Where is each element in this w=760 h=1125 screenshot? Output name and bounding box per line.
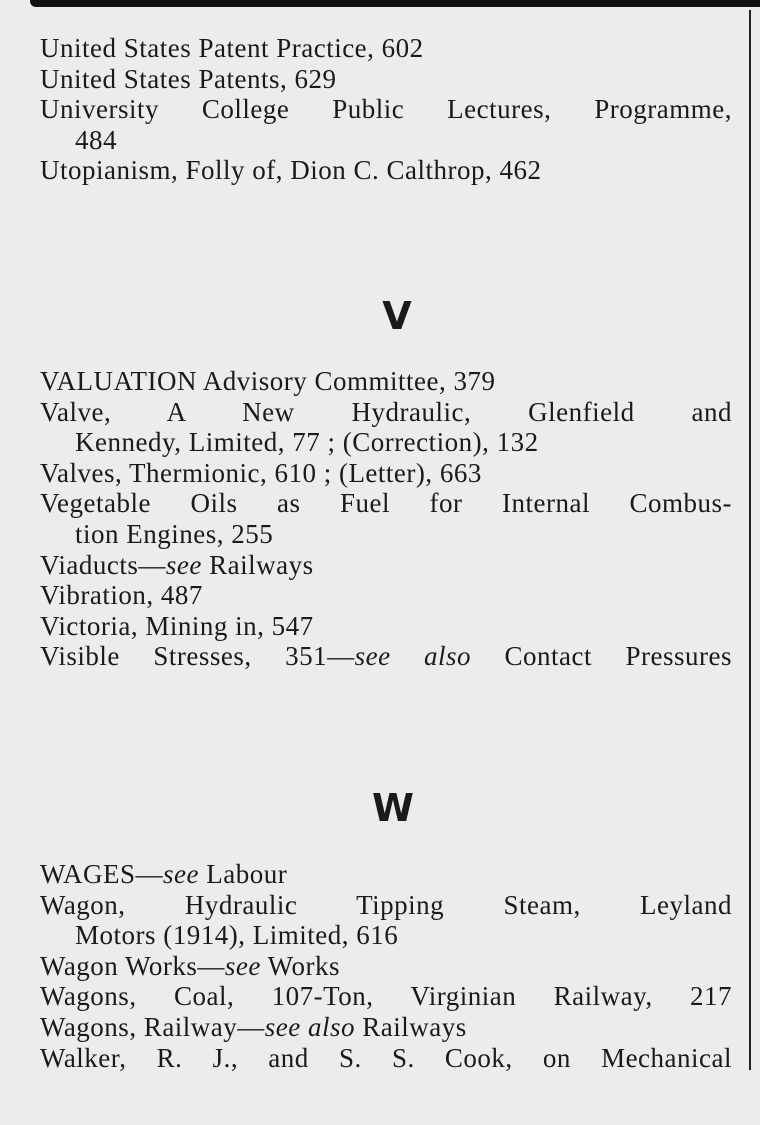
cross-reference-label: see	[163, 859, 199, 889]
cross-reference-label: see	[224, 950, 261, 981]
entry-text: Valves, Thermionic, 610 ; (Letter), 663	[40, 457, 482, 488]
index-entry	[40, 550, 732, 581]
entry-text: Vibration, 487	[40, 580, 203, 611]
entry-text: WAGES—	[40, 859, 163, 889]
entry-line	[40, 859, 732, 890]
cross-reference-label: see	[165, 549, 202, 580]
entry-text: Contact Pressures	[471, 641, 732, 672]
entry-text: Utopianism, Folly of, Dion C. Calthrop, 462	[40, 155, 542, 186]
entry-text: Visible Stresses, 351—	[40, 641, 355, 672]
entry-text: Kennedy, Limited, 77 ; (Correction), 132	[75, 427, 539, 458]
entry-text: Valve, A New Hydraulic, Glenfield and	[40, 396, 732, 427]
entry-line	[40, 611, 732, 642]
entry-text: Victoria, Mining in, 547	[40, 610, 314, 641]
index-entry	[40, 951, 732, 982]
entry-line	[40, 951, 732, 982]
entry-text: Labour	[198, 859, 288, 889]
section-heading-v: V	[382, 294, 412, 338]
index-entry	[40, 580, 732, 611]
index-entry	[40, 859, 732, 890]
entry-line	[40, 641, 732, 672]
entry-line	[40, 580, 732, 611]
entry-continuation-line	[40, 920, 732, 951]
entry-text: Railways	[201, 549, 314, 580]
top-rule	[30, 0, 760, 7]
index-section-w	[40, 859, 732, 1073]
index-entry	[40, 641, 732, 672]
index-section-u	[40, 33, 732, 186]
index-entry	[40, 890, 732, 951]
entry-text: Wagon Works—	[40, 950, 225, 981]
entry-text: Walker, R. J., and S. S. Cook, on Mechanical	[40, 1042, 732, 1073]
entry-line	[40, 397, 732, 428]
entry-line	[40, 64, 732, 95]
entry-text: University College Public Lectures, Programme,	[40, 94, 732, 125]
entry-text: United States Patents, 629	[40, 63, 337, 94]
entry-text: Wagons, Railway—	[40, 1011, 265, 1042]
index-section-v	[40, 366, 732, 672]
entry-text: Viaducts—	[40, 549, 166, 580]
section-heading-w: W	[372, 786, 414, 830]
index-entry	[40, 458, 732, 489]
entry-line	[40, 1043, 732, 1074]
entry-text: 484	[75, 124, 117, 155]
entry-line	[40, 1012, 732, 1043]
entry-line	[40, 550, 732, 581]
entry-text: Wagons, Coal, 107-Ton, Virginian Railway, 217	[40, 981, 732, 1012]
entry-line	[40, 981, 732, 1012]
entry-text: Railways	[355, 1011, 467, 1042]
column-rule	[749, 10, 751, 1070]
entry-line	[40, 458, 732, 489]
index-entry	[40, 397, 732, 458]
entry-line	[40, 155, 732, 186]
index-entry	[40, 1012, 732, 1043]
index-entry	[40, 1043, 732, 1074]
index-entry	[40, 981, 732, 1012]
cross-reference-label: see also	[354, 641, 472, 672]
entry-continuation-line	[40, 519, 732, 550]
entry-line	[40, 890, 732, 921]
entry-line	[40, 366, 732, 397]
index-entry	[40, 33, 732, 64]
index-entry	[40, 366, 732, 397]
entry-text: Wagon, Hydraulic Tipping Steam, Leyland	[40, 889, 732, 920]
index-entry	[40, 94, 732, 155]
entry-text: Motors (1914), Limited, 616	[75, 920, 399, 951]
entry-text: Vegetable Oils as Fuel for Internal Combus-	[40, 488, 732, 519]
entry-text: VALUATION Advisory Committee, 379	[40, 366, 496, 396]
entry-text: United States Patent Practice, 602	[40, 33, 424, 63]
entry-continuation-line	[40, 427, 732, 458]
entry-line	[40, 488, 732, 519]
entry-text: tion Engines, 255	[75, 518, 274, 549]
index-entry	[40, 611, 732, 642]
entry-line	[40, 94, 732, 125]
entry-text: Works	[260, 950, 340, 981]
index-entry	[40, 155, 732, 186]
entry-line	[40, 33, 732, 64]
index-entry	[40, 488, 732, 549]
cross-reference-label: see also	[264, 1011, 356, 1042]
entry-continuation-line	[40, 125, 732, 156]
index-entry	[40, 64, 732, 95]
